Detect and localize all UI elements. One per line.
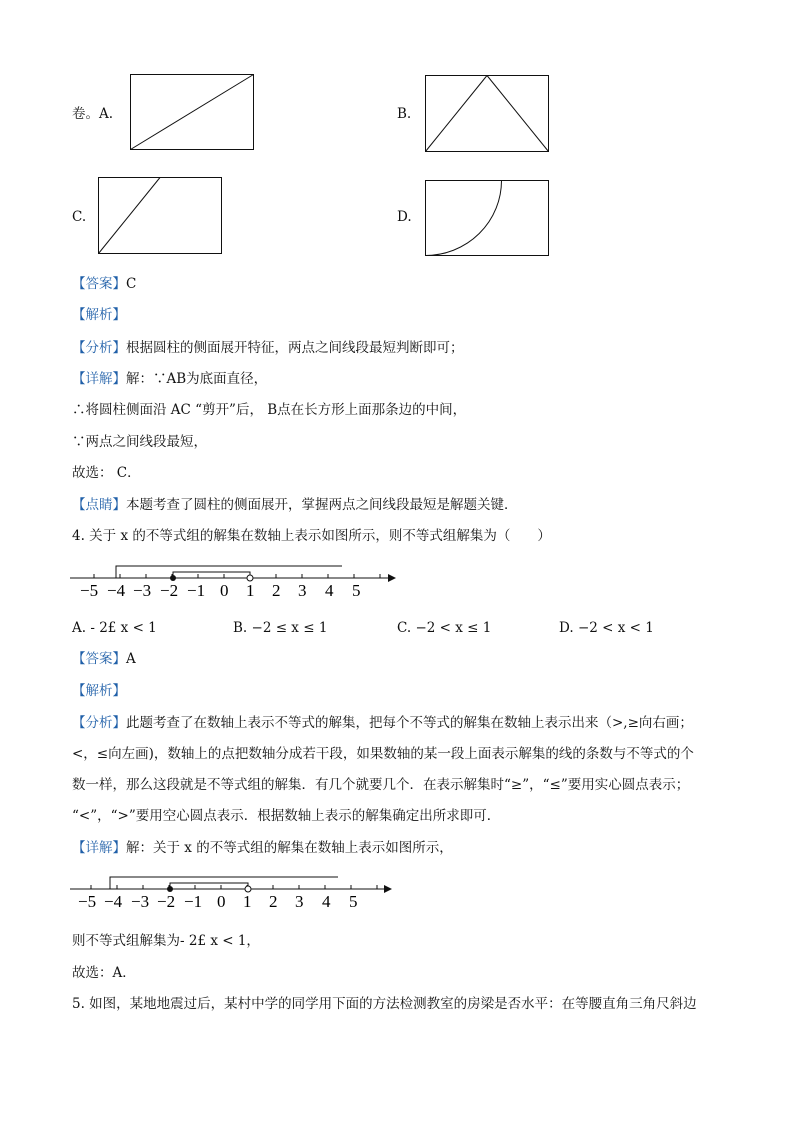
q4-answer: 【答案】A [72,651,136,667]
q4-fenxi-line2: <，≤向左画)，数轴上的点把数轴分成若干段，如果数轴的某一段上面表示解集的线的条数与不等式的个 [72,746,694,762]
option-c-letter: C. [72,209,87,225]
q4-result: 则不等式组解集为- 2£ x < 1， [72,933,260,949]
q4-ticks [94,574,380,578]
q4-fenxi-line3: 数一样，那么这段就是不等式组的解集．有几个就要几个．在表示解集时“≥”，“≤”要用实心圆点表示； [72,777,690,793]
q4-fenxi-line4: “<”，“>”要用空心圆点表示．根据数轴上表示的解集确定出所求即可． [72,808,501,824]
q4-question: 4. 关于 x 的不等式组的解集在数轴上表示如图所示，则不等式组解集为（ ） [72,528,551,544]
q4-choose: 故选：A． [72,965,136,981]
q3-answer: 【答案】C [72,276,137,292]
q4-number-line-2 [70,870,400,915]
option-b-figure [425,75,549,152]
q4-tick-labels: −5 −4 −3 −2 −1 0 1 2 3 4 5 [80,581,361,600]
q5-question: 5. 如图，某地地震过后，某村中学的同学用下面的方法检测教室的房梁是否水平：在等腰直角三角尺斜边 [72,996,697,1012]
q4-choice-a: A. - 2£ x < 1 [72,620,157,636]
q4-choice-b: B. −2 ≤ x ≤ 1 [233,620,328,636]
q3-line3: ∵两点之间线段最短， [72,434,207,450]
q4-ticks-2 [91,885,377,889]
q4-analysis-heading: 【解析】 [72,683,126,699]
q3-fenxi: 【分析】根据圆柱的侧面展开特征，两点之间线段最短判断即可； [72,340,464,356]
continuation-text: 卷。A. [72,106,114,122]
q4-tick-labels-2: −5 −4 −3 −2 −1 0 1 2 3 4 5 [78,892,358,911]
q4-fenxi-line1: 【分析】此题考查了在数轴上表示不等式的解集，把每个不等式的解集在数轴上表示出来（>,≥向右画； [72,715,693,731]
option-a-figure [130,74,254,150]
q3-dianjing: 【点睛】本题考查了圆柱的侧面展开，掌握两点之间线段最短是解题关键． [72,497,518,513]
q3-line2: ∴将圆柱侧面沿 AC “剪开”后， B点在长方形上面那条边的中间， [72,402,467,418]
q4-choice-d: D. −2 < x < 1 [559,620,654,636]
option-c-figure [98,177,222,254]
option-d-letter: D. [397,209,412,225]
q4-number-line [70,560,400,605]
option-b-letter: B. [397,106,412,122]
option-d-figure [425,180,549,256]
q3-xiangjie: 【详解】解：∵AB为底面直径， [72,371,268,387]
q4-xiangjie: 【详解】解：关于 x 的不等式组的解集在数轴上表示如图所示， [72,840,453,856]
q3-analysis-heading: 【解析】 [72,307,126,323]
q3-line4: 故选： C． [72,465,141,481]
q4-choice-c: C. −2 < x ≤ 1 [397,620,492,636]
